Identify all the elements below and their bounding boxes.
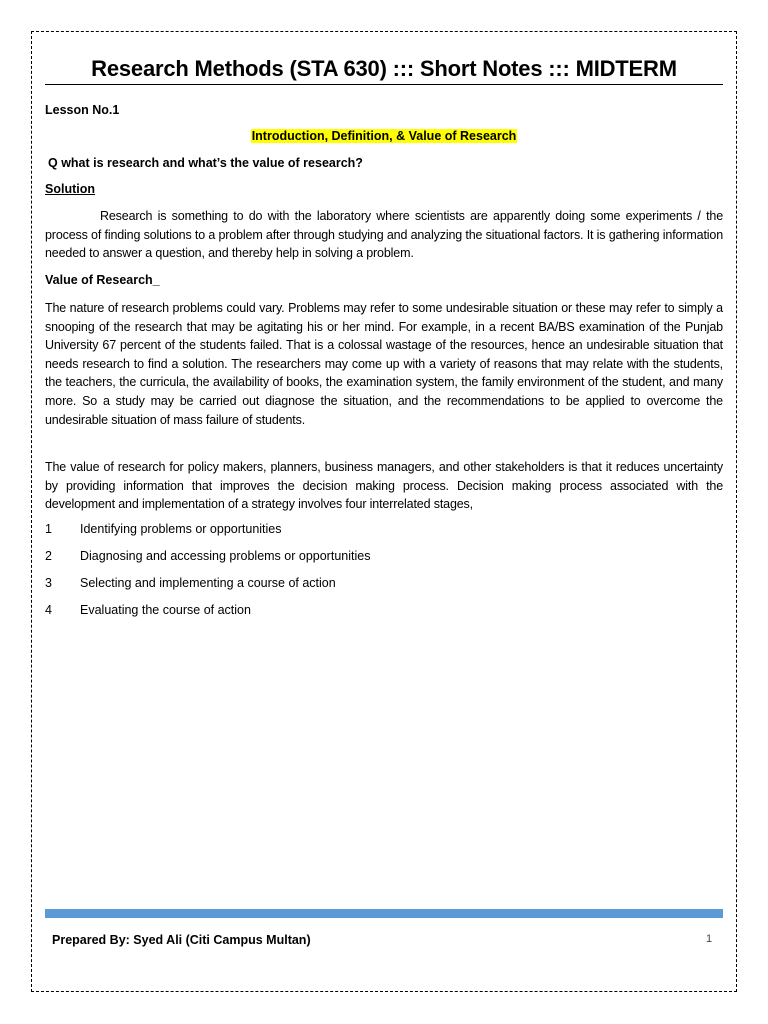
section-heading: Introduction, Definition, & Value of Research [251, 129, 517, 143]
stage-number: 3 [45, 576, 52, 590]
stage-text: Evaluating the course of action [80, 603, 251, 617]
lesson-number: Lesson No.1 [45, 103, 120, 117]
value-paragraph-1: The nature of research problems could vary. Problems may refer to some undesirable situation or these may refer to simply a snooping of the research that may be agitating his or her mind. For example, in a recent BA/BS examination of the Punjab University 67 percent of the students failed. That is a colossal wastage of the resources, hence an undesirable situation that needs research to find a solution. The researchers may come up with a variety of reasons that may relate with the students, the teachers, the curricula, the availability of books, the examination system, the family environment of the student, and many more. So a study may be carried out diagnose the situation, and the recommendations to be applied to overcome the undesirable situation of mass failure of students. [45, 301, 723, 427]
stages-list [45, 522, 723, 630]
stage-number: 4 [45, 603, 52, 617]
footer-bar [45, 909, 723, 918]
stage-number: 1 [45, 522, 52, 536]
stage-number: 2 [45, 549, 52, 563]
stage-text: Diagnosing and accessing problems or opportunities [80, 549, 371, 563]
question-text: Q what is research and what’s the value of research? [48, 156, 363, 170]
stage-text: Identifying problems or opportunities [80, 522, 282, 536]
document-title: Research Methods (STA 630) ::: Short Notes ::: MIDTERM [91, 56, 677, 81]
value-heading: Value of Research_ [45, 273, 160, 287]
list-item [45, 603, 723, 630]
value-paragraph-2: The value of research for policy makers, planners, business managers, and other stakeholders is that it reduces uncertainty by providing information that improves the decision making process. Decision making process associated with the development and implementation of a strategy involves four interrelated stages, [45, 460, 723, 512]
list-item [45, 522, 723, 549]
section-heading-container [45, 127, 723, 145]
footer-prepared-by: Prepared By: Syed Ali (Citi Campus Multan) [52, 933, 311, 947]
solution-paragraph: Research is something to do with the laboratory where scientists are apparently doing some experiments / the process of finding solutions to a problem after through studying and analyzing the situational factors. It is gathering information needed to answer a question, and thereby help in solving a problem. [45, 209, 723, 261]
stage-text: Selecting and implementing a course of action [80, 576, 336, 590]
title-underline [45, 84, 723, 85]
page-number: 1 [706, 933, 713, 945]
list-item [45, 549, 723, 576]
solution-heading: Solution [45, 182, 95, 196]
list-item [45, 576, 723, 603]
